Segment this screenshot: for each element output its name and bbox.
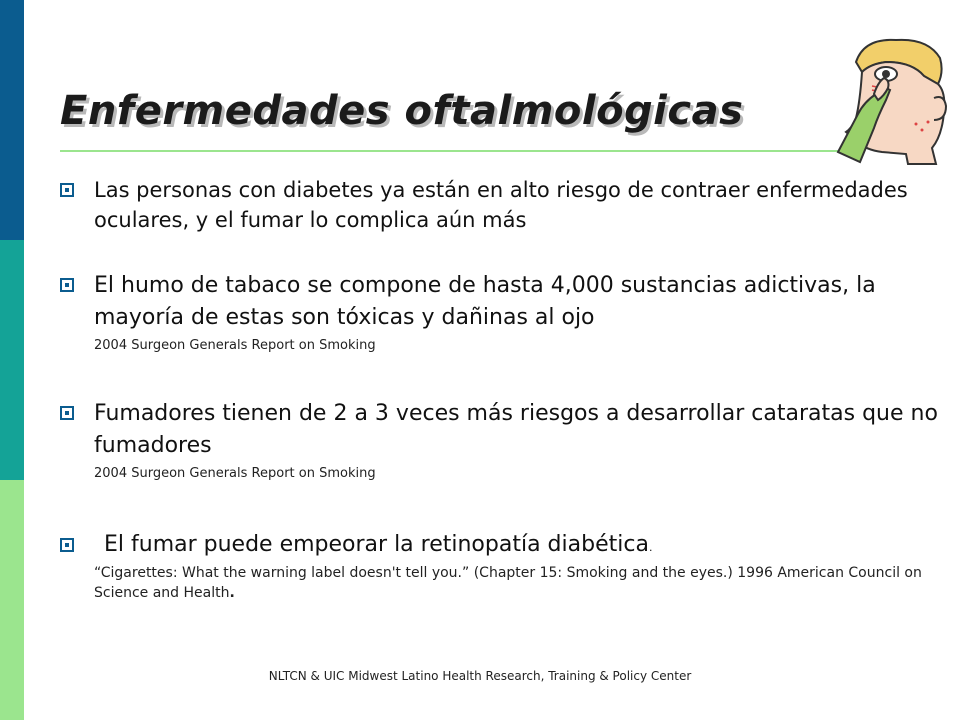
footer-text: NLTCN & UIC Midwest Latino Health Research, Training & Policy Center — [268, 669, 692, 683]
bullet-text: Fumadores tienen de 2 a 3 veces más riesgos a desarrollar cataratas que no fumadores — [94, 401, 938, 458]
bullet-item — [60, 530, 940, 603]
bullet-text — [104, 530, 940, 563]
source-citation: 2004 Surgeon Generals Report on Smoking — [94, 466, 376, 481]
hollow-square-bullet-icon — [60, 183, 74, 197]
source-citation — [94, 563, 940, 603]
bullet-text: El humo de tabaco se compone de hasta 4,000 sustancias adictivas, la mayoría de estas son tóxicas y dañinas al ojo — [94, 273, 876, 330]
bullet-item — [60, 270, 940, 353]
sidebar-band-middle — [0, 240, 24, 480]
person-touching-eye-illustration — [816, 32, 956, 172]
bullet-item — [60, 175, 940, 235]
bullet-item — [60, 398, 940, 481]
hollow-square-bullet-icon — [60, 538, 74, 552]
source-citation: 2004 Surgeon Generals Report on Smoking — [94, 338, 376, 353]
slide-footer — [0, 669, 960, 683]
citation-end: . — [229, 585, 235, 601]
bullet-text-period: . — [648, 541, 653, 554]
hollow-square-bullet-icon — [60, 278, 74, 292]
sidebar-band-bottom — [0, 480, 24, 720]
title-underline — [60, 150, 860, 152]
bullet-text-main: El fumar puede empeorar la retinopatía diabética — [104, 532, 649, 557]
citation-text: “Cigarettes: What the warning label doesn't tell you.” (Chapter 15: Smoking and the eyes.) 1996 American Council on Science and Health — [94, 565, 922, 601]
bullet-text: Las personas con diabetes ya están en alto riesgo de contraer enfermedades oculares, y el fumar lo complica aún más — [94, 178, 908, 232]
sidebar-band-top — [0, 0, 24, 240]
hollow-square-bullet-icon — [60, 406, 74, 420]
slide-title: Enfermedades oftalmológicas — [60, 88, 744, 134]
